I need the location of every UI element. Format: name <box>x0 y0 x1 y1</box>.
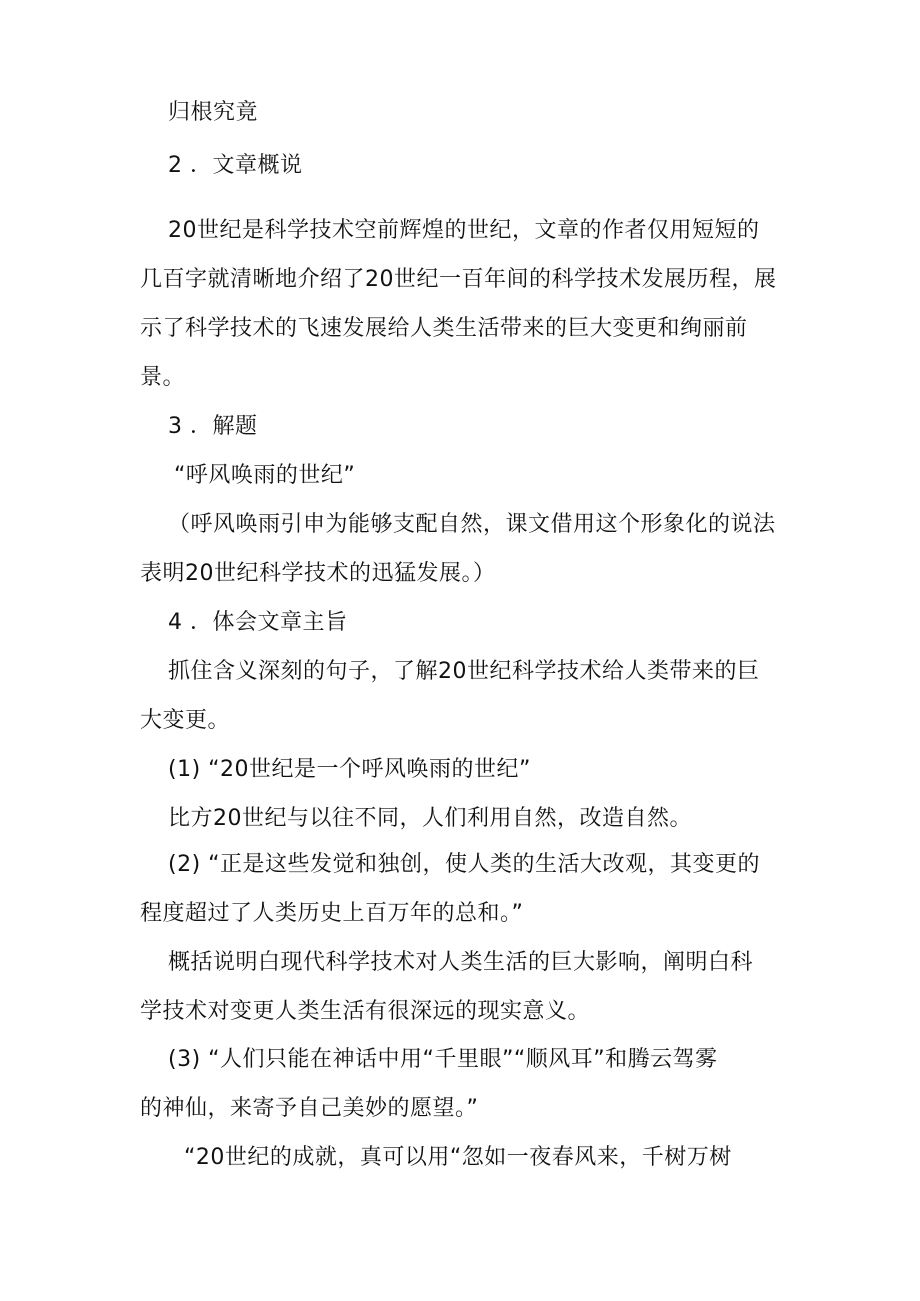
section-2-paragraph-line-2: 几百字就清晰地介绍了20世纪一百年间的科学技术发展历程，展 <box>140 267 777 292</box>
item-2-explanation-line-1: 概括说明白现代科学技术对人类生活的巨大影响，阐明白科 <box>168 950 754 975</box>
section-4-intro-line-1: 抓住含义深刻的句子，了解20世纪科学技术给人类带来的巨 <box>168 659 760 684</box>
section-3-title: 3 ．解题 <box>168 414 258 439</box>
section-2-paragraph-line-1: 20世纪是科学技术空前辉煌的世纪，文章的作者仅用短短的 <box>168 218 760 243</box>
section-4-title: 4 ．体会文章主旨 <box>168 610 348 635</box>
item-2-quote-line-1: (2) “正是这些发觉和独创，使人类的生活大改观，其变更的 <box>168 852 761 877</box>
heading-guigenjiujing: 归根究竟 <box>168 100 259 125</box>
section-2-paragraph-line-3: 示了科学技术的飞速发展给人类生活带来的巨大变更和绚丽前 <box>140 316 748 341</box>
item-2-quote-line-2: 程度超过了人类历史上百万年的总和。” <box>140 901 524 926</box>
item-1-explanation: 比方20世纪与以往不同，人们利用自然，改造自然。 <box>168 806 692 831</box>
item-2-explanation-line-2: 学技术对变更人类生活有很深远的现实意义。 <box>140 999 591 1024</box>
section-3-note-line-2: 表明20世纪科学技术的迅猛发展。） <box>140 561 496 586</box>
section-3-quote: “呼风唤雨的世纪” <box>174 463 356 488</box>
closing-line: “20世纪的成就，真可以用“忽如一夜春风来，千树万树 <box>184 1145 732 1170</box>
item-3-quote-line-1: (3) “人们只能在神话中用“千里眼”“顺风耳”和腾云驾雾 <box>168 1047 718 1072</box>
item-1-quote: (1) “20世纪是一个呼风唤雨的世纪” <box>168 757 531 782</box>
section-2-paragraph-line-4: 景。 <box>140 365 186 390</box>
section-3-note-line-1: （呼风唤雨引申为能够支配自然，课文借用这个形象化的说法 <box>168 512 776 537</box>
item-3-quote-line-2: 的神仙，来寄予自己美妙的愿望。” <box>140 1096 479 1121</box>
section-2-title: 2 ．文章概说 <box>168 153 303 178</box>
section-4-intro-line-2: 大变更。 <box>140 708 231 733</box>
